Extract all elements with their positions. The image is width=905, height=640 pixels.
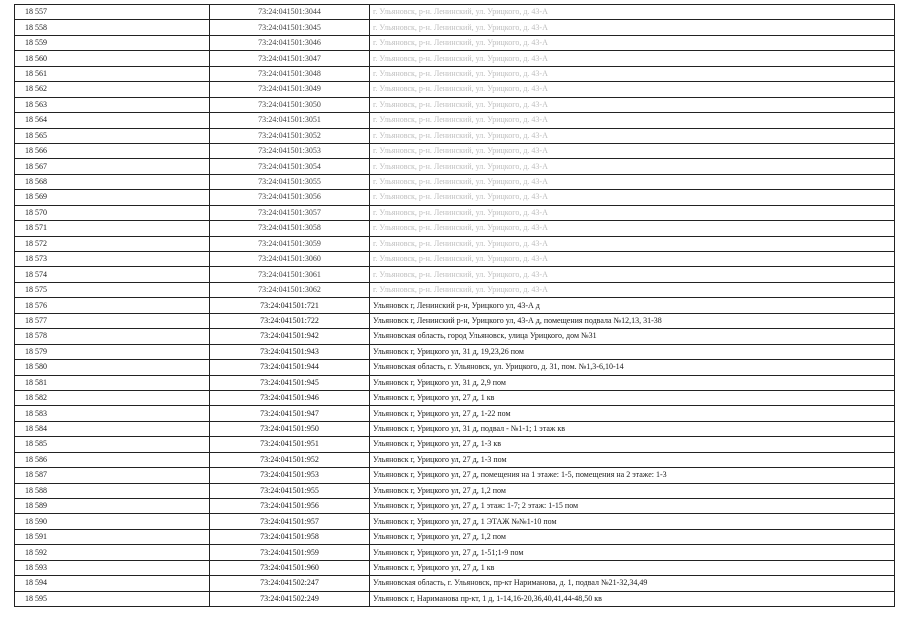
table-row	[15, 205, 895, 220]
row-number-cell: 18 572	[15, 236, 210, 251]
address-cell: Ульяновск г, Ленинский р-н, Урицкого ул, 43-А д, помещения подвала №12,13, 31-38	[370, 313, 895, 328]
table-row	[15, 97, 895, 112]
table-row	[15, 5, 895, 20]
row-number-cell: 18 592	[15, 545, 210, 560]
address-cell: Ульяновск г, Урицкого ул, 27 д, 1 кв	[370, 390, 895, 405]
cadastral-number-cell: 73:24:041501:3057	[210, 205, 370, 220]
row-number-cell: 18 559	[15, 35, 210, 50]
cadastral-number-cell: 73:24:041501:3062	[210, 282, 370, 297]
row-number-cell: 18 582	[15, 390, 210, 405]
table-row	[15, 313, 895, 328]
address-cell: г. Ульяновск, р-н. Ленинский, ул. Урицкого, д. 43-А	[370, 221, 895, 236]
cadastral-number-cell: 73:24:041501:943	[210, 344, 370, 359]
table-row	[15, 298, 895, 313]
cadastral-number-cell: 73:24:041501:722	[210, 313, 370, 328]
cadastral-number-cell: 73:24:041501:3054	[210, 159, 370, 174]
row-number-cell: 18 567	[15, 159, 210, 174]
address-cell: г. Ульяновск, р-н. Ленинский, ул. Урицкого, д. 43-А	[370, 97, 895, 112]
cadastral-number-cell: 73:24:041501:942	[210, 329, 370, 344]
table-row	[15, 143, 895, 158]
table-row	[15, 236, 895, 251]
table-row	[15, 360, 895, 375]
table-row	[15, 252, 895, 267]
row-number-cell: 18 573	[15, 252, 210, 267]
address-cell: Ульяновск г, Урицкого ул, 27 д, 1,2 пом	[370, 483, 895, 498]
row-number-cell: 18 589	[15, 499, 210, 514]
cadastral-number-cell: 73:24:041501:944	[210, 360, 370, 375]
cadastral-number-cell: 73:24:041501:955	[210, 483, 370, 498]
cadastral-number-cell: 73:24:041501:947	[210, 406, 370, 421]
row-number-cell: 18 578	[15, 329, 210, 344]
address-cell: Ульяновск г, Урицкого ул, 27 д, 1-3 кв	[370, 437, 895, 452]
address-cell: Ульяновск г, Урицкого ул, 31 д, подвал - №1-1; 1 этаж кв	[370, 421, 895, 436]
address-cell: г. Ульяновск, р-н. Ленинский, ул. Урицкого, д. 43-А	[370, 174, 895, 189]
cadastral-number-cell: 73:24:041501:958	[210, 529, 370, 544]
cadastral-number-cell: 73:24:041501:3061	[210, 267, 370, 282]
row-number-cell: 18 581	[15, 375, 210, 390]
row-number-cell: 18 569	[15, 190, 210, 205]
cadastral-number-cell: 73:24:041501:3052	[210, 128, 370, 143]
address-cell: г. Ульяновск, р-н. Ленинский, ул. Урицкого, д. 43-А	[370, 82, 895, 97]
row-number-cell: 18 576	[15, 298, 210, 313]
table-row	[15, 514, 895, 529]
address-cell: Ульяновск г, Урицкого ул, 27 д, 1-22 пом	[370, 406, 895, 421]
row-number-cell: 18 563	[15, 97, 210, 112]
cadastral-number-cell: 73:24:041501:957	[210, 514, 370, 529]
row-number-cell: 18 568	[15, 174, 210, 189]
cadastral-number-cell: 73:24:041501:3047	[210, 51, 370, 66]
row-number-cell: 18 588	[15, 483, 210, 498]
row-number-cell: 18 594	[15, 576, 210, 591]
cadastral-number-cell: 73:24:041501:959	[210, 545, 370, 560]
table-row	[15, 329, 895, 344]
row-number-cell: 18 560	[15, 51, 210, 66]
address-cell: г. Ульяновск, р-н. Ленинский, ул. Урицкого, д. 43-А	[370, 143, 895, 158]
table-row	[15, 406, 895, 421]
cadastral-number-cell: 73:24:041501:3046	[210, 35, 370, 50]
address-cell: Ульяновск г, Урицкого ул, 27 д, 1 кв	[370, 560, 895, 575]
row-number-cell: 18 587	[15, 468, 210, 483]
address-cell: г. Ульяновск, р-н. Ленинский, ул. Урицкого, д. 43-А	[370, 205, 895, 220]
table-row	[15, 20, 895, 35]
row-number-cell: 18 577	[15, 313, 210, 328]
table-row	[15, 576, 895, 591]
address-cell: Ульяновск г, Урицкого ул, 27 д, 1 этаж: 1-7; 2 этаж: 1-15 пом	[370, 499, 895, 514]
cadastral-number-cell: 73:24:041501:3050	[210, 97, 370, 112]
row-number-cell: 18 580	[15, 360, 210, 375]
address-cell: Ульяновск г, Урицкого ул, 27 д, 1,2 пом	[370, 529, 895, 544]
row-number-cell: 18 575	[15, 282, 210, 297]
table-row	[15, 545, 895, 560]
address-cell: Ульяновск г, Урицкого ул, 27 д, 1-3 пом	[370, 452, 895, 467]
table-row	[15, 66, 895, 81]
cadastral-number-cell: 73:24:041501:3056	[210, 190, 370, 205]
row-number-cell: 18 590	[15, 514, 210, 529]
row-number-cell: 18 571	[15, 221, 210, 236]
table-row	[15, 421, 895, 436]
address-cell: Ульяновск г, Урицкого ул, 31 д, 19,23,26 пом	[370, 344, 895, 359]
row-number-cell: 18 574	[15, 267, 210, 282]
address-cell: г. Ульяновск, р-н. Ленинский, ул. Урицкого, д. 43-А	[370, 113, 895, 128]
registry-table-body	[15, 5, 895, 607]
address-cell: г. Ульяновск, р-н. Ленинский, ул. Урицкого, д. 43-А	[370, 190, 895, 205]
cadastral-number-cell: 73:24:041501:950	[210, 421, 370, 436]
cadastral-number-cell: 73:24:041501:3058	[210, 221, 370, 236]
table-row	[15, 35, 895, 50]
cadastral-number-cell: 73:24:041501:3059	[210, 236, 370, 251]
cadastral-number-cell: 73:24:041501:956	[210, 499, 370, 514]
table-row	[15, 591, 895, 606]
address-cell: г. Ульяновск, р-н. Ленинский, ул. Урицкого, д. 43-А	[370, 282, 895, 297]
table-row	[15, 483, 895, 498]
table-row	[15, 375, 895, 390]
address-cell: г. Ульяновск, р-н. Ленинский, ул. Урицкого, д. 43-А	[370, 252, 895, 267]
row-number-cell: 18 579	[15, 344, 210, 359]
table-row	[15, 113, 895, 128]
address-cell: г. Ульяновск, р-н. Ленинский, ул. Урицкого, д. 43-А	[370, 267, 895, 282]
cadastral-number-cell: 73:24:041501:3044	[210, 5, 370, 20]
table-row	[15, 468, 895, 483]
row-number-cell: 18 570	[15, 205, 210, 220]
cadastral-number-cell: 73:24:041502:249	[210, 591, 370, 606]
address-cell: Ульяновск г, Нариманова пр-кт, 1 д, 1-14,16-20,36,40,41,44-48,50 кв	[370, 591, 895, 606]
row-number-cell: 18 585	[15, 437, 210, 452]
address-cell: г. Ульяновск, р-н. Ленинский, ул. Урицкого, д. 43-А	[370, 128, 895, 143]
cadastral-number-cell: 73:24:041502:247	[210, 576, 370, 591]
address-cell: г. Ульяновск, р-н. Ленинский, ул. Урицкого, д. 43-А	[370, 66, 895, 81]
table-row	[15, 82, 895, 97]
row-number-cell: 18 595	[15, 591, 210, 606]
cadastral-number-cell: 73:24:041501:951	[210, 437, 370, 452]
row-number-cell: 18 562	[15, 82, 210, 97]
table-row	[15, 437, 895, 452]
row-number-cell: 18 561	[15, 66, 210, 81]
row-number-cell: 18 565	[15, 128, 210, 143]
table-row	[15, 221, 895, 236]
address-cell: г. Ульяновск, р-н. Ленинский, ул. Урицкого, д. 43-А	[370, 51, 895, 66]
cadastral-number-cell: 73:24:041501:945	[210, 375, 370, 390]
cadastral-number-cell: 73:24:041501:960	[210, 560, 370, 575]
cadastral-number-cell: 73:24:041501:3045	[210, 20, 370, 35]
row-number-cell: 18 584	[15, 421, 210, 436]
cadastral-number-cell: 73:24:041501:953	[210, 468, 370, 483]
row-number-cell: 18 558	[15, 20, 210, 35]
table-row	[15, 51, 895, 66]
address-cell: Ульяновск г, Урицкого ул, 27 д, 1-51;1-9 пом	[370, 545, 895, 560]
table-row	[15, 390, 895, 405]
cadastral-number-cell: 73:24:041501:3051	[210, 113, 370, 128]
table-row	[15, 344, 895, 359]
table-row	[15, 128, 895, 143]
cadastral-number-cell: 73:24:041501:3055	[210, 174, 370, 189]
cadastral-number-cell: 73:24:041501:3048	[210, 66, 370, 81]
table-row	[15, 159, 895, 174]
address-cell: Ульяновская область, город Ульяновск, улица Урицкого, дом №31	[370, 329, 895, 344]
address-cell: г. Ульяновск, р-н. Ленинский, ул. Урицкого, д. 43-А	[370, 20, 895, 35]
address-cell: Ульяновская область, г. Ульяновск, пр-кт Нариманова, д. 1, подвал №21-32,34,49	[370, 576, 895, 591]
row-number-cell: 18 593	[15, 560, 210, 575]
table-row	[15, 174, 895, 189]
table-row	[15, 529, 895, 544]
table-row	[15, 267, 895, 282]
address-cell: г. Ульяновск, р-н. Ленинский, ул. Урицкого, д. 43-А	[370, 236, 895, 251]
table-row	[15, 499, 895, 514]
row-number-cell: 18 583	[15, 406, 210, 421]
table-row	[15, 190, 895, 205]
address-cell: Ульяновск г, Урицкого ул, 27 д, 1 ЭТАЖ №№1-10 пом	[370, 514, 895, 529]
address-cell: г. Ульяновск, р-н. Ленинский, ул. Урицкого, д. 43-А	[370, 35, 895, 50]
address-cell: Ульяновск г, Урицкого ул, 27 д, помещения на 1 этаже: 1-5, помещения на 2 этаже: 1-3	[370, 468, 895, 483]
cadastral-number-cell: 73:24:041501:3053	[210, 143, 370, 158]
registry-table	[14, 4, 895, 607]
table-row	[15, 282, 895, 297]
address-cell: г. Ульяновск, р-н. Ленинский, ул. Урицкого, д. 43-А	[370, 5, 895, 20]
row-number-cell: 18 557	[15, 5, 210, 20]
address-cell: Ульяновск г, Урицкого ул, 31 д, 2,9 пом	[370, 375, 895, 390]
row-number-cell: 18 586	[15, 452, 210, 467]
cadastral-number-cell: 73:24:041501:946	[210, 390, 370, 405]
cadastral-number-cell: 73:24:041501:952	[210, 452, 370, 467]
address-cell: Ульяновск г, Ленинский р-н, Урицкого ул, 43-А д	[370, 298, 895, 313]
row-number-cell: 18 566	[15, 143, 210, 158]
address-cell: Ульяновская область, г. Ульяновск, ул. Урицкого, д. 31, пом. №1,3-6,10-14	[370, 360, 895, 375]
cadastral-number-cell: 73:24:041501:3060	[210, 252, 370, 267]
address-cell: г. Ульяновск, р-н. Ленинский, ул. Урицкого, д. 43-А	[370, 159, 895, 174]
table-row	[15, 560, 895, 575]
cadastral-number-cell: 73:24:041501:3049	[210, 82, 370, 97]
row-number-cell: 18 564	[15, 113, 210, 128]
table-row	[15, 452, 895, 467]
row-number-cell: 18 591	[15, 529, 210, 544]
cadastral-number-cell: 73:24:041501:721	[210, 298, 370, 313]
